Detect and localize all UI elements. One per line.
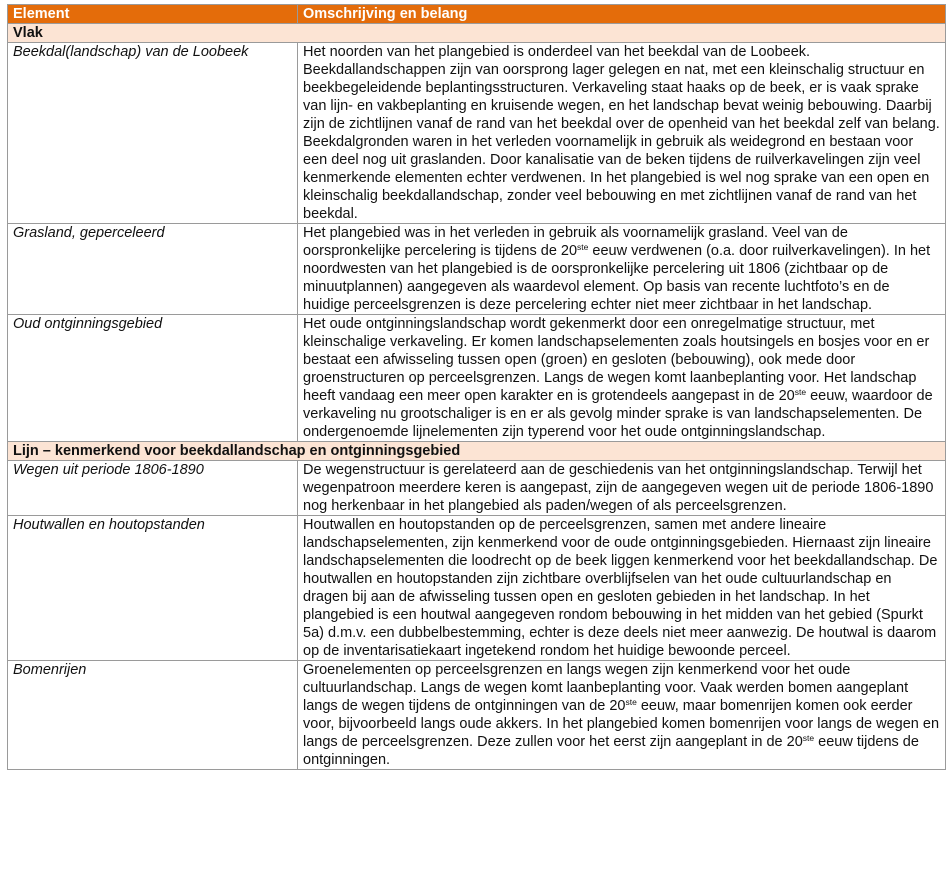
section-row <box>8 442 946 461</box>
section-title: Lijn – kenmerkend voor beekdallandschap en ontginningsgebied <box>8 442 946 461</box>
description-text: eeuw, maar bomenrijen komen ook eerder voor, bijvoorbeeld langs oude akkers. In het plangebied komen bomenrijen voor langs de wegen en langs de perceelsgrenzen. Deze zullen voor het eerst zijn aangeplant in de 20 <box>303 698 940 750</box>
element-description <box>298 315 946 442</box>
element-name: Beekdal(landschap) van de Loobeek <box>8 43 298 224</box>
table-row <box>8 43 946 224</box>
description-text: Houtwallen en houtopstanden op de perceelsgrenzen, samen met andere lineaire landschapselementen, zijn kenmerkend voor de oude ontginningsgebieden. Hiernaast zijn lineaire landschapselementen die loodrecht op de beek liggen kenmerkend voor het beekdallandschap. De houtwallen en houtopstanden zijn zichtbare overblijfselen van het oude cultuurlandschap en dragen bij aan de afwisseling tussen open en gesloten gebieden in het landschap. In het plangebied is een houtwal aangegeven rondom bebouwing in het midden van het gebied (Spurkt 5a) d.m.v. een dubbelbestemming, echter is deze deels niet meer aanwezig. De houtwal is daarom op de inventarisatiekaart ingetekend rondom het huidige bewoonde perceel. <box>303 517 938 659</box>
table-row <box>8 461 946 516</box>
description-text: eeuw, waardoor de verkaveling nu grootschaliger is en er als gevolg minder sprake is van landschapselementen. De ondergenoemde lijnelementen zijn typerend voor het oude ontginningslandschap. <box>303 388 933 440</box>
element-name: Wegen uit periode 1806-1890 <box>8 461 298 516</box>
description-text: Het noorden van het plangebied is onderdeel van het beekdal van de Loobeek. Beekdallandschappen zijn van oorsprong lager gelegen en nat, met een kleinschalig structuur en beekbegeleidende beplantingsstructuren. Verkaveling staat haaks op de beek, er is vaak sprake van lijn- en vakbeplanting en kruisende wegen, en het landschap bevat weinig bebouwing. Daarbij zijn de zichtlijnen vanaf de rand van het beekdal over de openheid van het beekdal zelf van belang. Beekdalgronden waren in het verleden voornamelijk in gebruik als weidegrond en bestaan voor een deel nog uit graslanden. Door kanalisatie van de beken tijdens de ruilverkavelingen zijn veel kenmerkende elementen echter verdwenen. In het plangebied is wel nog sprake van een open en kleinschalig beekdallandschap, zonder veel bebouwing en met zichtlijnen vanaf de rand van het beekdal. <box>303 44 940 222</box>
header-description: Omschrijving en belang <box>298 5 946 24</box>
table-row <box>8 661 946 770</box>
element-name: Bomenrijen <box>8 661 298 770</box>
element-description <box>298 516 946 661</box>
description-text: eeuw tijdens de ontginningen. <box>303 734 919 768</box>
element-description <box>298 661 946 770</box>
landscape-elements-table <box>7 4 946 770</box>
description-text: eeuw verdwenen (o.a. door ruilverkavelingen). In het noordwesten van het plangebied is de oorspronkelijke percelering uit 1806 (zichtbaar op de minuutplannen) aangegeven als waardevol element. Op basis van recente luchtfoto’s en de huidige perceelsgrenzen is deze percelering echter niet meer zichtbaar in het landschap. <box>303 243 931 313</box>
element-description <box>298 224 946 315</box>
ordinal-superscript: ste <box>577 242 589 252</box>
element-description <box>298 43 946 224</box>
element-name: Houtwallen en houtopstanden <box>8 516 298 661</box>
element-name: Oud ontginningsgebied <box>8 315 298 442</box>
ordinal-superscript: ste <box>625 697 637 707</box>
table-header-row <box>8 5 946 24</box>
element-description <box>298 461 946 516</box>
element-name: Grasland, geperceleerd <box>8 224 298 315</box>
description-text: Het oude ontginningslandschap wordt gekenmerkt door een onregelmatige structuur, met kleinschalige verkaveling. Er komen landschapselementen zoals houtsingels en bosjes voor en er bestaat een afwisseling tussen open (groen) en gesloten (bebouwing), ook mede door groenstructuren op perceelsgrenzen. Langs de wegen komt laanbeplanting voor. Het landschap heeft vandaag een meer open karakter en is grotendeels aangepast in de 20 <box>303 316 930 404</box>
table-row <box>8 224 946 315</box>
ordinal-superscript: ste <box>794 387 807 397</box>
header-element: Element <box>8 5 298 24</box>
description-text: Het plangebied was in het verleden in gebruik als voornamelijk grasland. Veel van de oorspronkelijke percelering is tijdens de 20 <box>303 225 848 259</box>
table-body <box>8 24 946 770</box>
table-row <box>8 315 946 442</box>
ordinal-superscript: ste <box>802 733 815 743</box>
section-title: Vlak <box>8 24 946 43</box>
section-row <box>8 24 946 43</box>
description-text: De wegenstructuur is gerelateerd aan de geschiedenis van het ontginningslandschap. Terwijl het wegenpatroon meerdere keren is aangepast, zijn de aangegeven wegen uit de periode 1806-1890 nog herkenbaar in het plangebied als paden/wegen of als perceelsgrenzen. <box>303 462 934 514</box>
table-row <box>8 516 946 661</box>
description-text: Groenelementen op perceelsgrenzen en langs wegen zijn kenmerkend voor het oude cultuurlandschap. Langs de wegen komt laanbeplanting voor. Vaak werden bomen aangeplant langs de wegen tijdens de ontginningen van de 20 <box>303 662 909 714</box>
